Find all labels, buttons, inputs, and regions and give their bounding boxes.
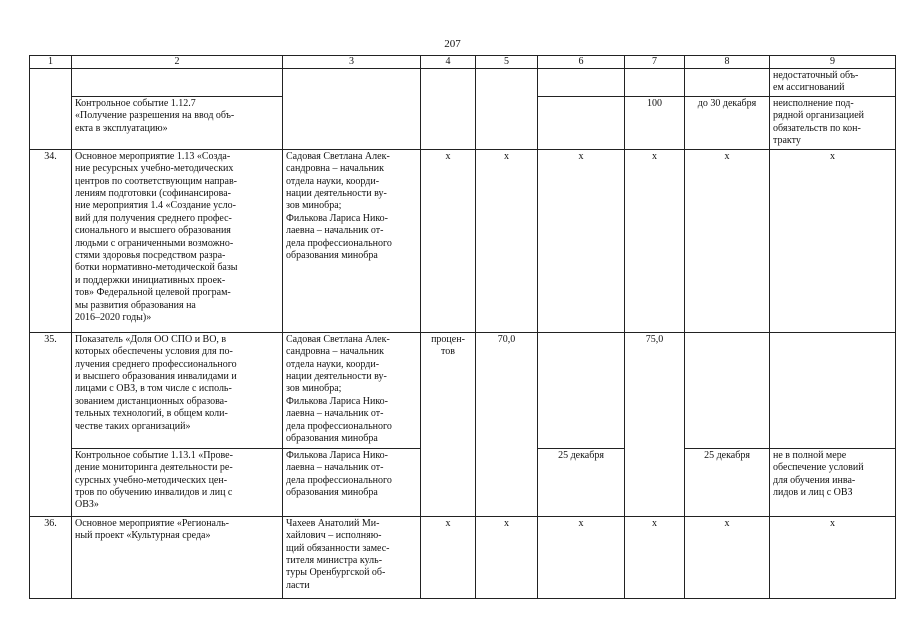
header-cell: 7	[625, 56, 685, 69]
table-cell: х	[685, 149, 770, 332]
table-cell: не в полной мере обеспечение условий для обучения инва- лидов и лиц с ОВЗ	[770, 448, 896, 516]
table-cell: х	[421, 516, 476, 598]
table-cell: Основное мероприятие «Региональ- ный проект «Культурная среда»	[72, 516, 283, 598]
table-cell: 25 декабря	[685, 448, 770, 516]
table-cell: 100	[625, 96, 685, 149]
table-cell: Садовая Светлана Алек- сандровна – начальник отдела науки, коорди- нации деятельности ву- зов минобра; Филькова Лариса Нико- лаевна – начальник от- дела профессионального образования минобра	[283, 149, 421, 332]
page-number: 207	[444, 38, 461, 50]
table-row-36	[30, 516, 896, 598]
table-row-35	[30, 332, 896, 448]
header-cell: 8	[685, 56, 770, 69]
table-cell: Контрольное событие 1.13.1 «Прове- дение мониторинга деятельности ре- сурсных учебно-методических цен- тров по обучению инвалидов и лиц с ОВЗ»	[72, 448, 283, 516]
table-cell: х	[625, 149, 685, 332]
header-cell: 6	[538, 56, 625, 69]
table-cell: х	[476, 516, 538, 598]
table-cell: х	[421, 149, 476, 332]
table-cell: Чахеев Анатолий Ми- хайлович – исполняю- щий обязанности замес- тителя министра куль- туры Оренбургской об- ласти	[283, 516, 421, 598]
table-cell: Садовая Светлана Алек- сандровна – начальник отдела науки, коорди- нации деятельности ву- зов минобра; Филькова Лариса Нико- лаевна – начальник от- дела профессионального образования минобра	[283, 332, 421, 448]
header-row	[30, 56, 896, 69]
table-cell	[625, 69, 685, 97]
table-cell: Филькова Лариса Нико- лаевна – начальник от- дела профессионального образования минобра	[283, 448, 421, 516]
table-cell: Показатель «Доля ОО СПО и ВО, в которых обеспечены условия для по- лучения среднего профессионального и высшего образования инвалидами и лицами с ОВЗ, в том числе с исполь- зованием дистанционных образова- тельных технологий, в общем коли- честве таких организаций»	[72, 332, 283, 448]
table-cell: х	[625, 516, 685, 598]
table-cell	[685, 69, 770, 97]
table-cell: недостаточный объ- ем ассигнований	[770, 69, 896, 97]
table-cell: до 30 декабря	[685, 96, 770, 149]
row-number: 36.	[30, 516, 72, 598]
table-cell	[538, 69, 625, 97]
table-cell	[421, 69, 476, 150]
table-cell	[30, 69, 72, 150]
table-cell: процен- тов	[421, 332, 476, 516]
table-cell	[685, 332, 770, 448]
table-cell	[72, 69, 283, 97]
table-cell: х	[770, 516, 896, 598]
header-cell: 5	[476, 56, 538, 69]
table-cell: Контрольное событие 1.12.7 «Получение разрешения на ввод объ- екта в эксплуатацию»	[72, 96, 283, 149]
table-cell: Основное мероприятие 1.13 «Созда- ние ресурсных учебно-методических центров по соответствующим направ- лениям подготовки (софинансирова- ние мероприятия 1.4 «Создание усло- вий для получения среднего профес- сионального и высшего образования людьми с ограниченными возможно- стями здоровья посредством разра- ботки нормативно-методической базы и поддержки инициативных проек- тов» Федеральной целевой програм- мы развития образования на 2016–2020 годы)»	[72, 149, 283, 332]
table-cell: х	[476, 149, 538, 332]
table-cell: 75,0	[625, 332, 685, 516]
table-cell: 70,0	[476, 332, 538, 516]
table-row-continuation	[30, 69, 896, 97]
table-cell	[476, 69, 538, 150]
header-cell: 2	[72, 56, 283, 69]
document-table	[29, 55, 896, 599]
row-number: 35.	[30, 332, 72, 516]
header-cell: 9	[770, 56, 896, 69]
header-cell: 4	[421, 56, 476, 69]
table-cell: неисполнение под- рядной организацией обязательств по кон- тракту	[770, 96, 896, 149]
table-cell: х	[685, 516, 770, 598]
table-cell	[538, 96, 625, 149]
table-cell	[770, 332, 896, 448]
table-cell	[538, 332, 625, 448]
row-number: 34.	[30, 149, 72, 332]
table-cell	[283, 69, 421, 150]
table-cell: х	[538, 516, 625, 598]
table-cell: х	[770, 149, 896, 332]
table-row-34	[30, 149, 896, 332]
header-cell: 1	[30, 56, 72, 69]
header-cell: 3	[283, 56, 421, 69]
table-cell: 25 декабря	[538, 448, 625, 516]
table-cell: х	[538, 149, 625, 332]
